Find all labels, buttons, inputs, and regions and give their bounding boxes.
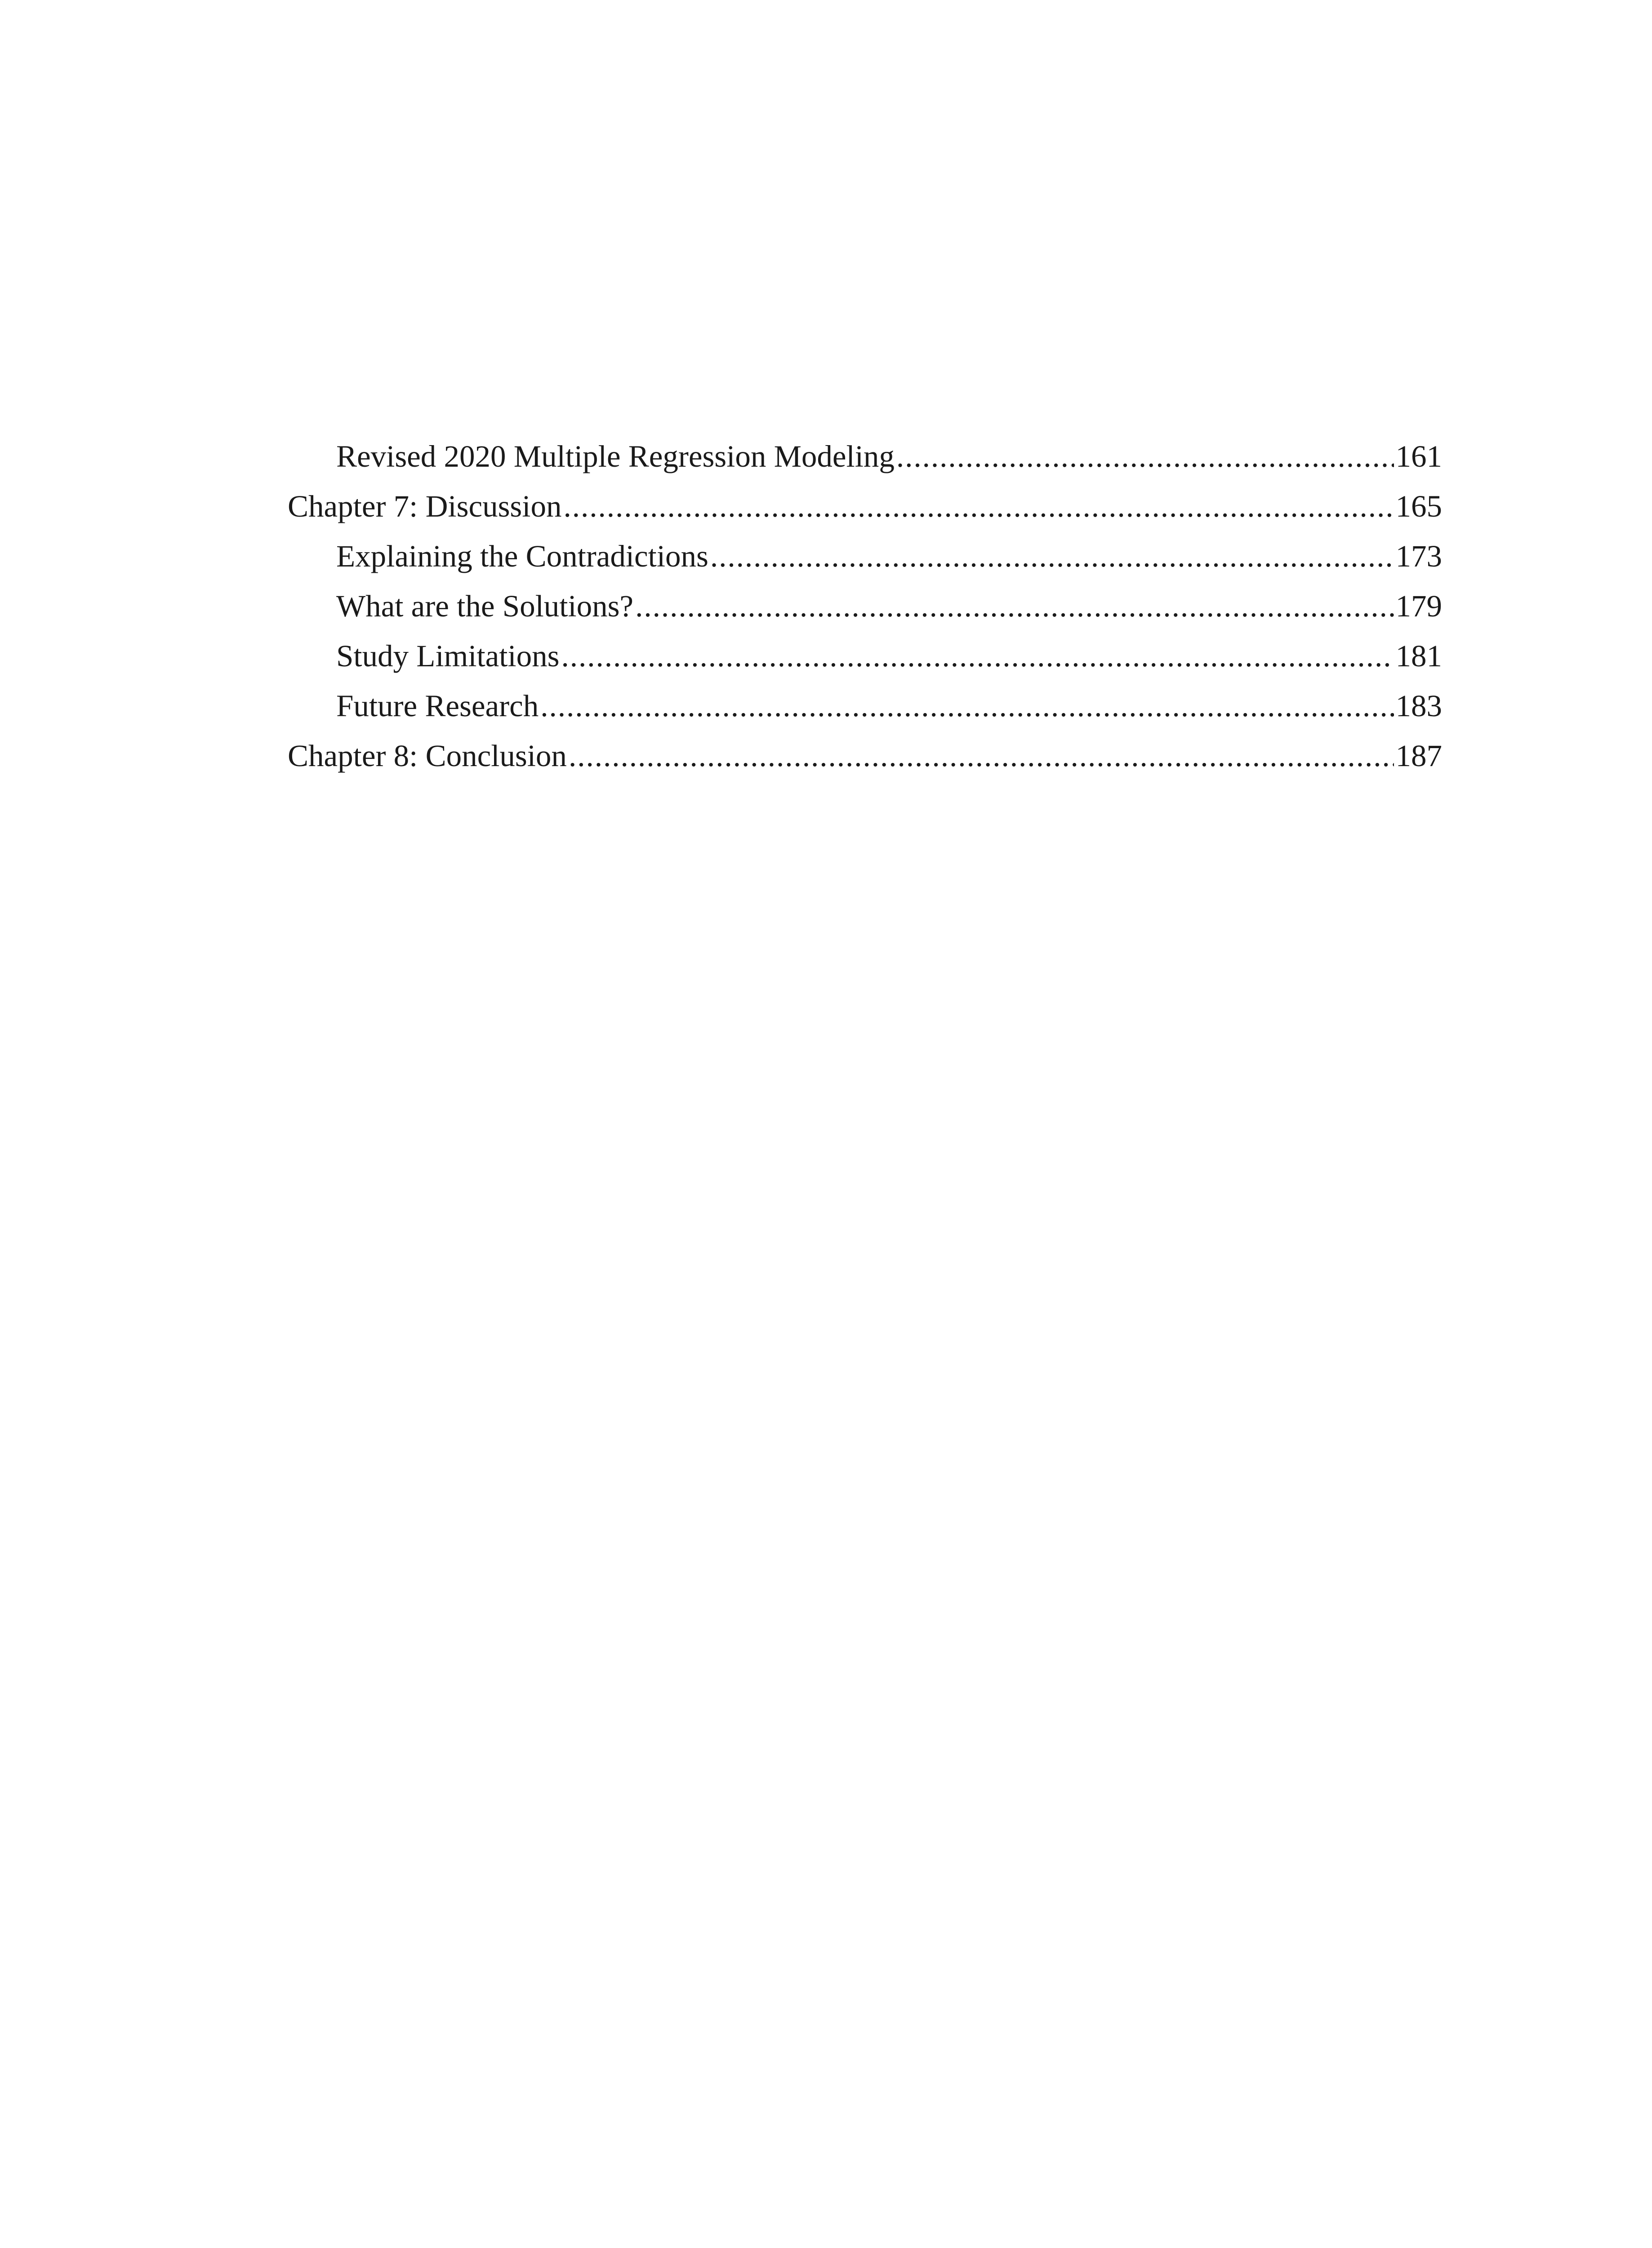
toc-entry[interactable] (288, 631, 1442, 681)
toc-page-number: 181 (1395, 639, 1442, 673)
toc-entry-title: Study Limitations (336, 639, 560, 673)
toc-page-number: 173 (1395, 539, 1442, 573)
toc-entry-title: Revised 2020 Multiple Regression Modeling (336, 439, 895, 473)
toc-dot-leader (710, 531, 1394, 581)
toc-entry[interactable] (288, 432, 1442, 482)
toc-dot-leader (563, 482, 1394, 531)
toc-entry[interactable] (288, 482, 1442, 531)
toc-page-number: 183 (1395, 689, 1442, 723)
toc-page-number: 179 (1395, 589, 1442, 623)
table-of-contents (288, 432, 1442, 781)
toc-entry-title: Explaining the Contradictions (336, 539, 708, 573)
toc-entry[interactable] (288, 581, 1442, 631)
toc-entry[interactable] (288, 531, 1442, 581)
toc-entry-title: Chapter 8: Conclusion (288, 739, 567, 773)
toc-entry-title: Chapter 7: Discussion (288, 489, 562, 523)
toc-entry[interactable] (288, 731, 1442, 781)
toc-dot-leader (569, 731, 1394, 781)
toc-entry[interactable] (288, 681, 1442, 731)
toc-page-number: 161 (1395, 439, 1442, 473)
toc-page-number: 165 (1395, 489, 1442, 523)
toc-page-number: 187 (1395, 739, 1442, 773)
toc-dot-leader (635, 581, 1394, 631)
toc-dot-leader (561, 631, 1394, 681)
toc-entry-title: What are the Solutions? (336, 589, 634, 623)
toc-entry-title: Future Research (336, 689, 539, 723)
toc-dot-leader (896, 432, 1394, 482)
toc-dot-leader (540, 681, 1394, 731)
